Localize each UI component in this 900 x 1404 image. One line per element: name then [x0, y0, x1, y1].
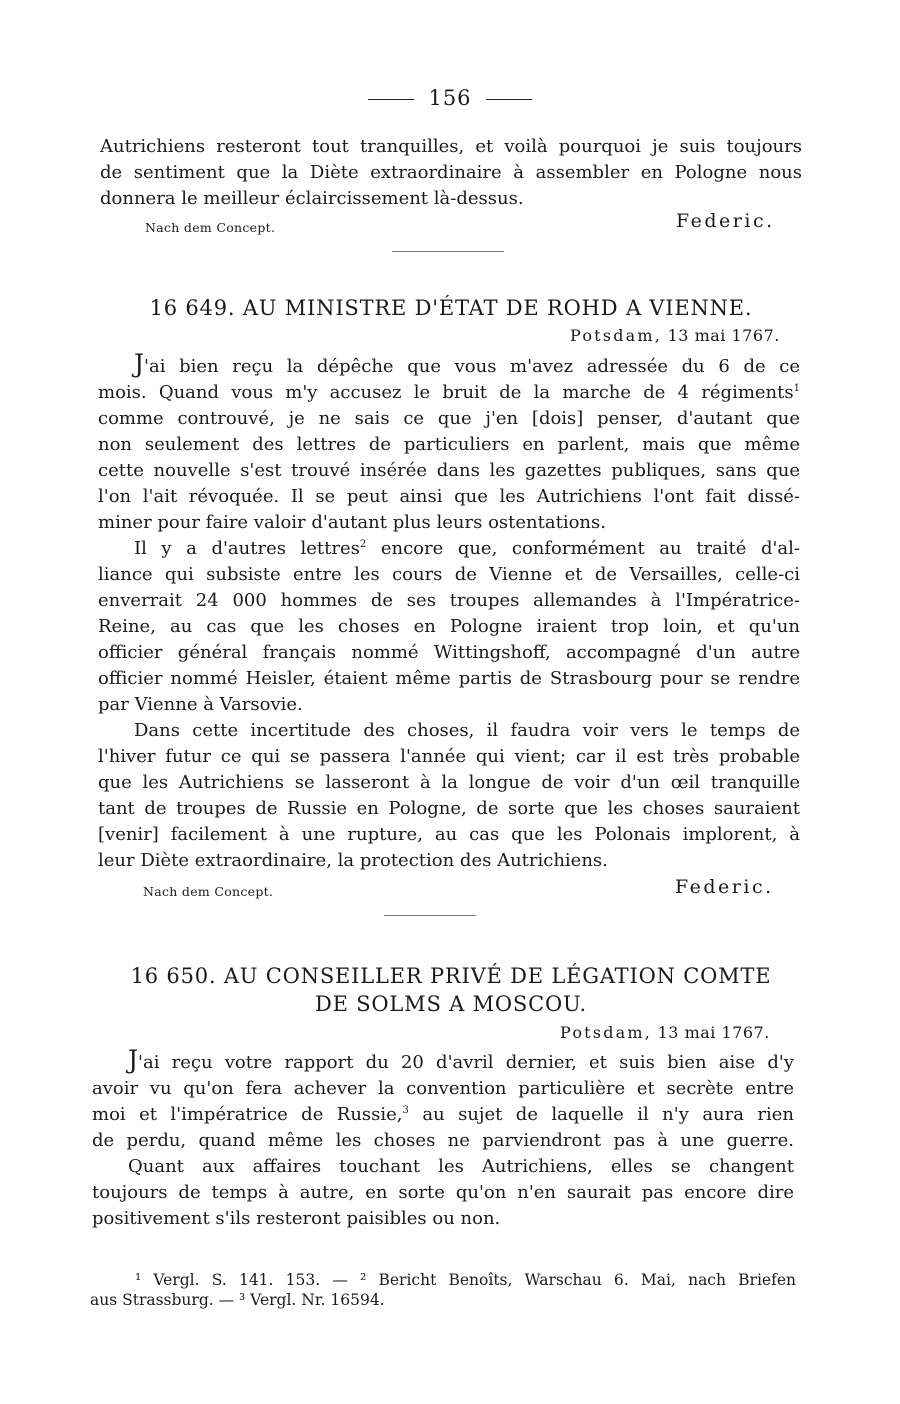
section-separator [392, 251, 504, 252]
signature: Federic. [675, 876, 774, 898]
text-line: leur Diète extraordinaire, la protection des Autrichiens. [98, 850, 608, 871]
text-line: que les Autrichiens se lasseront à la longue de voir d'un œil tranquille [98, 772, 800, 793]
signature: Federic. [676, 210, 775, 232]
text-line: comme controuvé, je ne sais ce que j'en [dois] penser, d'autant que [98, 408, 800, 429]
text-line: l'hiver futur ce qui se passera l'année qui vient; car il est très probable [98, 746, 800, 767]
previous-letter-end [100, 134, 802, 212]
text-line: enverrait 24 000 hommes de ses troupes allemandes à l'Impératrice- [98, 590, 800, 611]
text-line: Autrichiens resteront tout tranquilles, et voilà pourquoi je suis toujours [100, 136, 802, 157]
text-line: avoir vu qu'on fera achever la convention particulière et secrète entre [92, 1078, 794, 1099]
text-line: non seulement des lettres de particuliers en parlent, mais que même [98, 434, 800, 455]
text-line: officier général français nommé Wittingshoff, accompagné d'un autre [98, 642, 800, 663]
footnote-ref: 1 [793, 383, 800, 394]
text-line: de perdu, quand même les choses ne parviendront pas à une guerre. [92, 1130, 794, 1151]
dateline-date: 13 mai 1767. [667, 326, 780, 345]
footnote-line: ¹ Vergl. S. 141. 153. — ² Bericht Benoîts, Warschau 6. Mai, nach Briefen [135, 1271, 796, 1289]
text-line: toujours de temps à autre, en sorte qu'on n'en saurait pas encore dire [92, 1182, 794, 1203]
text-line: Quant aux affaires touchant les Autrichiens, elles se changent [128, 1156, 794, 1177]
letter-body [98, 349, 801, 874]
dateline-place: Potsdam, [560, 1023, 653, 1042]
page-header [0, 86, 900, 110]
text-line: donnera le meilleur éclaircissement là-dessus. [100, 188, 524, 209]
text-line: de sentiment que la Diète extraordinaire à assembler en Pologne nous [100, 162, 802, 183]
text-line: [venir] facilement à une rupture, au cas que les Polonais implorent, à [98, 824, 800, 845]
footnote-ref: 3 [402, 1105, 409, 1116]
letter-heading [100, 962, 802, 1018]
source-note: Nach dem Concept. [143, 884, 274, 899]
text-line: l'on l'ait révoquée. Il se peut ainsi que les Autrichiens l'ont fait dissé- [98, 486, 800, 507]
footnotes [90, 1270, 796, 1310]
text-line: cette nouvelle s'est trouvé insérée dans les gazettes publiques, sans que [98, 460, 800, 481]
text-line: Dans cette incertitude des choses, il faudra voir vers le temps de [134, 720, 800, 741]
text-line: tant de troupes de Russie en Pologne, de sorte que les choses sauraient [98, 798, 800, 819]
text-line: miner pour faire valoir d'autant plus leurs ostentations. [98, 512, 606, 533]
text-line: liance qui subsiste entre les cours de Vienne et de Versailles, celle-ci [98, 564, 800, 585]
drop-letter: J [134, 349, 145, 378]
text-line: J'ai bien reçu la dépêche que vous m'avez adressée du 6 de ce [134, 349, 800, 378]
dateline [560, 1023, 770, 1042]
footnote-ref: 2 [359, 539, 367, 550]
dateline-date: 13 mai 1767. [657, 1023, 770, 1042]
header-dash-right [486, 99, 532, 100]
letter-body [92, 1045, 795, 1232]
source-note: Nach dem Concept. [145, 220, 276, 235]
letter-heading: 16 649. AU MINISTRE D'ÉTAT DE ROHD A VIENNE. [149, 296, 753, 320]
dateline-place: Potsdam, [570, 326, 663, 345]
text-line: positivement s'ils resteront paisibles ou non. [92, 1208, 501, 1229]
section-separator [384, 915, 476, 916]
text-line: mois. Quand vous m'y accusez le bruit de la marche de 4 régiments$^1$ [98, 382, 800, 403]
text-line: J'ai reçu votre rapport du 20 d'avril dernier, et suis bien aise d'y [128, 1045, 794, 1074]
text-line: officier nommé Heisler, étaient même partis de Strasbourg pour se rendre [98, 668, 800, 689]
letter-heading-line: 16 650. AU CONSEILLER PRIVÉ DE LÉGATION COMTE [130, 964, 772, 988]
drop-letter: J [128, 1045, 139, 1074]
text-line: Reine, au cas que les choses en Pologne iraient trop loin, et qu'un [98, 616, 800, 637]
text-line: moi et l'impératrice de Russie,$^3$ au sujet de laquelle il n'y aura rien [92, 1104, 795, 1125]
text-line: Il y a d'autres lettres$^2$ encore que, conformément au traité d'al- [134, 538, 801, 559]
header-dash-left [368, 99, 414, 100]
letter-heading-line: DE SOLMS A MOSCOU. [314, 992, 588, 1016]
footnote-line: aus Strassburg. — ³ Vergl. Nr. 16594. [90, 1291, 385, 1309]
text-line: par Vienne à Varsovie. [98, 694, 303, 715]
page-number: 156 [428, 86, 472, 110]
dateline [570, 326, 780, 345]
